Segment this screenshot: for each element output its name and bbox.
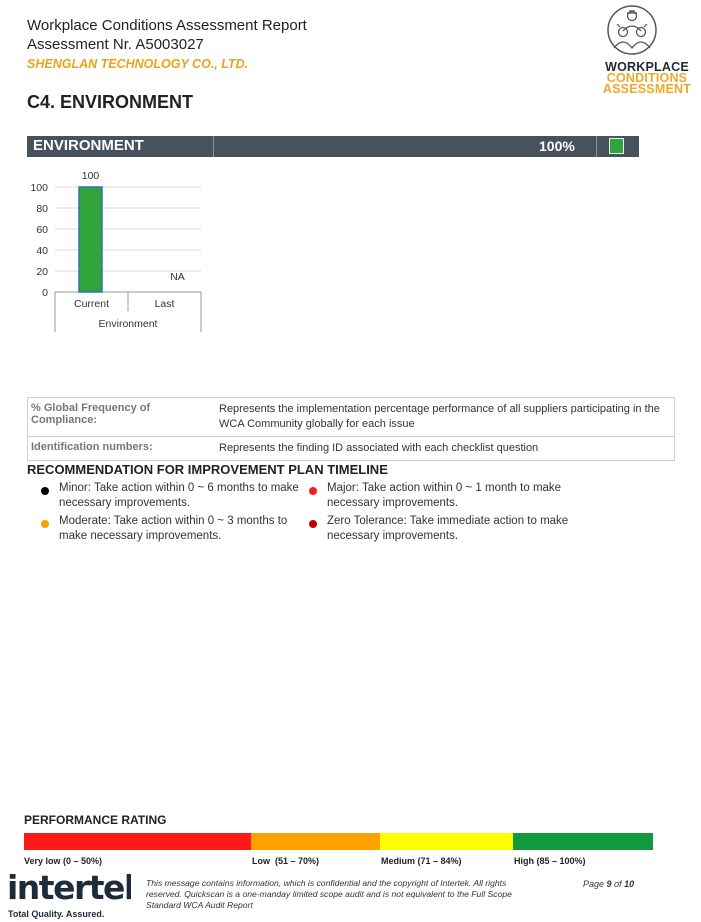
performance-band-very-low xyxy=(24,833,251,850)
legend-value: Represents the finding ID associated with each checklist question xyxy=(219,442,539,454)
people-group-icon xyxy=(606,2,658,60)
legend-row xyxy=(27,398,675,436)
recommendation-zero-tolerance xyxy=(327,514,568,544)
page-current: 9 xyxy=(606,879,612,889)
wca-logo xyxy=(572,0,701,100)
x-tick-label: Last xyxy=(154,298,175,310)
logo-text-conditions: CONDITIONS xyxy=(606,71,688,85)
data-label: NA xyxy=(170,271,185,283)
minor-dot-icon xyxy=(41,487,49,495)
recommendation-text-line: make necessary improvements. xyxy=(59,530,222,542)
page-of: of xyxy=(611,879,625,889)
intertek-tagline: Total Quality. Assured. xyxy=(8,909,105,919)
intertek-wordmark xyxy=(7,868,131,908)
page-prefix: Page xyxy=(583,879,607,889)
environment-label: ENVIRONMENT xyxy=(33,137,144,154)
moderate-dot-icon xyxy=(41,520,49,528)
recommendation-text-line: Minor: Take action within 0 ~ 6 months to make xyxy=(59,482,299,494)
recommendation-text-line: Zero Tolerance: Take immediate action to make xyxy=(327,515,569,527)
intertek-logo xyxy=(7,868,131,919)
company-name: SHENGLAN TECHNOLOGY CO., LTD. xyxy=(27,57,249,71)
report-title xyxy=(27,16,307,54)
report-title-line1: Workplace Conditions Assessment Report xyxy=(27,17,307,34)
page-number xyxy=(583,879,634,889)
zero-tolerance-dot-icon xyxy=(309,520,317,528)
bar-divider-right xyxy=(596,136,597,157)
performance-band-low xyxy=(251,833,380,850)
recommendation-text-line: Moderate: Take action within 0 ~ 3 months to xyxy=(59,515,288,527)
bar-divider xyxy=(213,136,214,157)
performance-band-high xyxy=(513,833,653,850)
section-title: C4. ENVIRONMENT xyxy=(27,92,194,112)
environment-percentage: 100% xyxy=(539,138,575,154)
major-dot-icon xyxy=(309,487,317,495)
logo-text-assessment: ASSESSMENT xyxy=(602,82,692,96)
confidentiality-note: This message contains information, which is confidential and the copyright of Intertek. All rights reserved. Quickscan is a one-manday limited scope audit and is not equivalent to the Full Scope Standard WCA Audit Report xyxy=(146,878,512,910)
legend-table xyxy=(27,397,675,461)
performance-label-medium: Medium (71 – 84%) xyxy=(381,856,462,866)
y-tick-label: 100 xyxy=(30,182,48,194)
svg-text:intertek: intertek xyxy=(7,868,131,907)
x-tick-label: Current xyxy=(73,298,110,310)
performance-label-low: Low (51 – 70%) xyxy=(252,856,320,866)
status-indicator xyxy=(609,138,624,154)
x-group-label: Environment xyxy=(98,318,158,330)
environment-bar-chart xyxy=(20,165,220,335)
recommendation-text-line: necessary improvements. xyxy=(327,497,459,509)
legend-value: Represents the implementation percentage performance of all suppliers participating in the WCA Community globally for each issue xyxy=(219,403,660,430)
legend-key: Identification numbers: xyxy=(31,441,153,453)
recommendation-minor xyxy=(59,481,299,511)
y-tick-label: 20 xyxy=(36,266,48,278)
recommendation-text-line: necessary improvements. xyxy=(59,497,191,509)
performance-band-medium xyxy=(380,833,513,850)
recommendation-major xyxy=(327,481,561,511)
recommendation-title: RECOMMENDATION FOR IMPROVEMENT PLAN TIMELINE xyxy=(27,462,388,477)
y-tick-label: 40 xyxy=(36,245,48,257)
recommendation-text-line: Major: Take action within 0 ~ 1 month to make xyxy=(327,482,562,494)
logo-text-workplace: WORKPLACE xyxy=(605,60,689,74)
chart-bar xyxy=(79,187,102,292)
legend-row xyxy=(27,436,675,460)
assessment-number: Assessment Nr. A5003027 xyxy=(27,36,204,53)
legend-key: % Global Frequency of Compliance: xyxy=(31,402,151,426)
y-tick-label: 0 xyxy=(42,287,48,299)
performance-title: PERFORMANCE RATING xyxy=(24,813,167,827)
page-total: 10 xyxy=(624,879,635,889)
recommendation-moderate xyxy=(59,514,287,544)
environment-score-bar xyxy=(27,136,639,157)
recommendation-text-line: necessary improvements. xyxy=(327,530,459,542)
performance-label-high: High (85 – 100%) xyxy=(514,856,586,866)
y-tick-label: 80 xyxy=(36,203,48,215)
data-label: 100 xyxy=(81,170,100,182)
y-tick-label: 60 xyxy=(36,224,48,236)
performance-label-very-low: Very low (0 – 50%) xyxy=(24,856,103,866)
